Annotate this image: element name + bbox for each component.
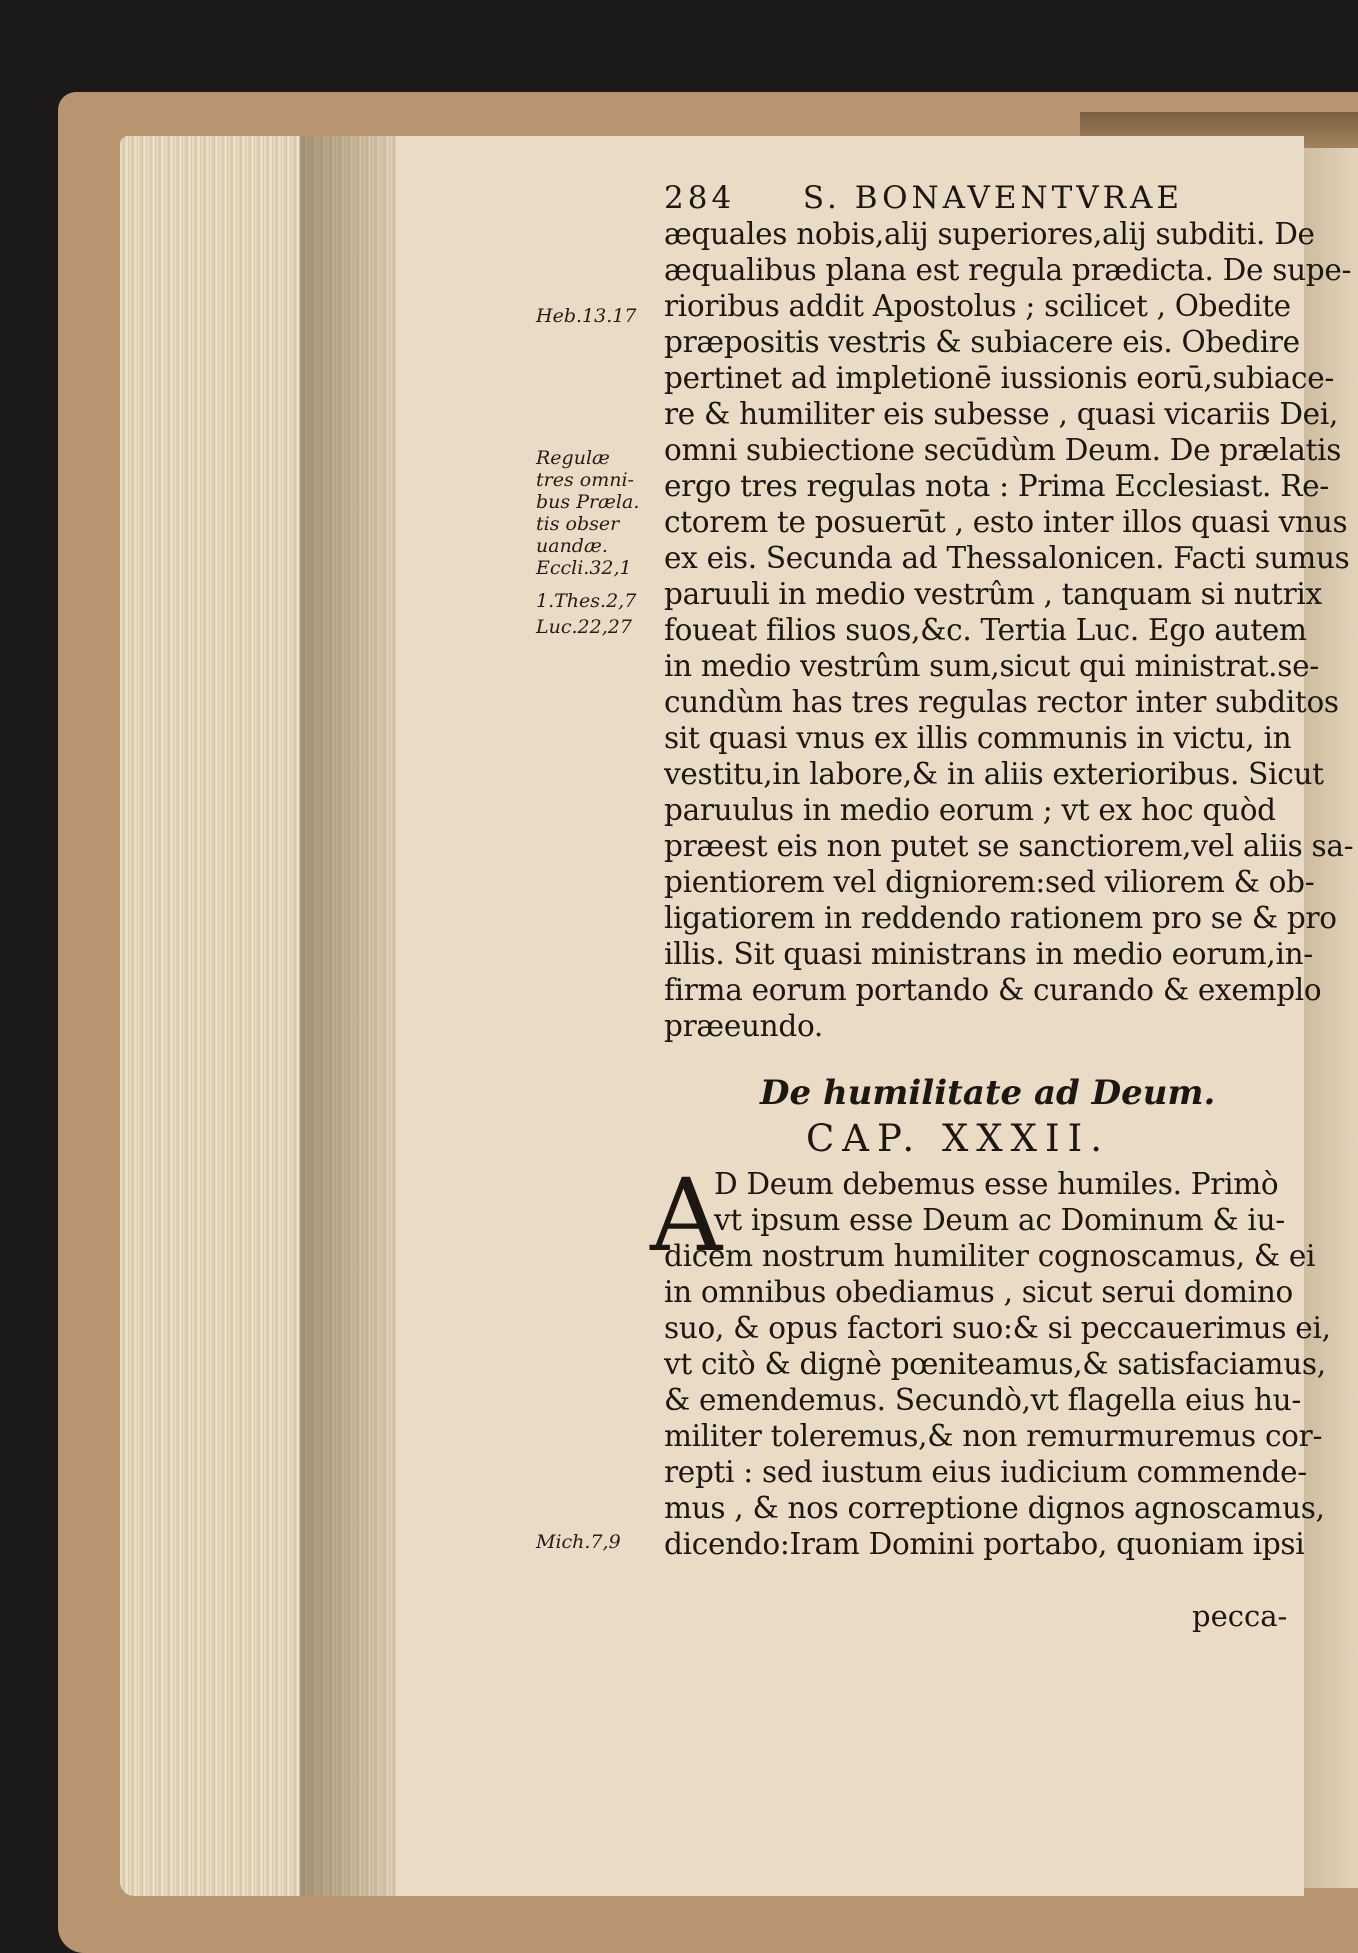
margin-note: 1.Thes.2,7 <box>536 590 637 612</box>
body-line: dicendo:Iram Domini portabo, quoniam ipsi <box>664 1527 1305 1561</box>
margin-note: Eccli.32,1 <box>536 557 632 579</box>
body-line: mus , & nos correptione dignos agnoscamus, <box>664 1491 1325 1525</box>
body-line: ergo tres regulas nota : Prima Ecclesiast. Re- <box>664 469 1329 503</box>
body-line: æquales nobis,alij superiores,alij subditi. De <box>664 217 1315 251</box>
body-line: firma eorum portando & curando & exemplo <box>664 973 1322 1007</box>
chapter-label: CAP. XXXII. <box>806 1117 1110 1160</box>
margin-note: tis obser <box>536 513 620 535</box>
body-line: cundùm has tres regulas rector inter subditos <box>664 685 1339 719</box>
body-line: pertinet ad impletionē iussionis eorū,subiace- <box>664 361 1335 395</box>
section-title: De humilitate ad Deum. <box>760 1073 1216 1113</box>
running-title: S. BONAVENTVRAE <box>802 180 1184 216</box>
margin-note: tres omni- <box>536 469 634 491</box>
body-line: illis. Sit quasi ministrans in medio eorum,in- <box>664 937 1313 971</box>
margin-note: Mich.7,9 <box>536 1531 621 1553</box>
body-line: in omnibus obediamus , sicut serui domino <box>664 1275 1293 1309</box>
body-line: æqualibus plana est regula prædicta. De supe- <box>664 253 1352 287</box>
body-line: vestitu,in labore,& in aliis exterioribus. Sicut <box>664 757 1324 791</box>
gutter-shadow <box>300 136 400 1896</box>
margin-note: Regulæ <box>536 447 610 469</box>
body-line: omni subiectione secūdùm Deum. De prælatis <box>664 433 1342 467</box>
body-line: paruuli in medio vestrûm , tanquam si nutrix <box>664 577 1322 611</box>
body-line: pientiorem vel digniorem:sed viliorem & ob- <box>664 865 1315 899</box>
body-line: & emendemus. Secundò,vt flagella eius hu- <box>664 1383 1302 1417</box>
body-line: paruulus in medio eorum ; vt ex hoc quòd <box>664 793 1276 827</box>
body-line: in medio vestrûm sum,sicut qui ministrat.se- <box>664 649 1319 683</box>
body-line: vt ipsum esse Deum ac Dominum & iu- <box>714 1203 1285 1237</box>
body-line: ctorem te posuerūt , esto inter illos quasi vnus <box>664 505 1348 539</box>
body-line: suo, & opus factori suo:& si peccauerimus ei, <box>664 1311 1331 1345</box>
page-number: 284 <box>664 180 736 216</box>
body-line: militer toleremus,& non remurmuremus cor- <box>664 1419 1323 1453</box>
margin-note: Heb.13.17 <box>536 305 637 327</box>
body-line: dicem nostrum humiliter cognoscamus, & ei <box>664 1239 1316 1273</box>
body-line: sit quasi vnus ex illis communis in victu, in <box>664 721 1292 755</box>
margin-note: Luc.22,27 <box>536 616 632 638</box>
body-line: vt citò & dignè pœniteamus,& satisfaciamus, <box>664 1347 1326 1381</box>
body-line: præpositis vestris & subiacere eis. Obedire <box>664 325 1300 359</box>
body-line: præeundo. <box>664 1009 823 1043</box>
margin-note: uandæ. <box>536 535 608 557</box>
body-line: foueat filios suos,&c. Tertia Luc. Ego autem <box>664 613 1307 647</box>
body-line: præest eis non putet se sanctiorem,vel aliis sa- <box>664 829 1354 863</box>
body-line: re & humiliter eis subesse , quasi vicariis Dei, <box>664 397 1339 431</box>
body-line: rioribus addit Apostolus ; scilicet , Obedite <box>664 289 1291 323</box>
body-line: repti : sed iustum eius iudicium commende- <box>664 1455 1307 1489</box>
catchword: pecca- <box>1192 1599 1288 1633</box>
body-line: D Deum debemus esse humiles. Primò <box>714 1167 1279 1201</box>
margin-note: bus Præla. <box>536 491 640 513</box>
running-head <box>664 180 1183 216</box>
body-line: ligatiorem in reddendo rationem pro se & pro <box>664 901 1337 935</box>
drop-capital: A <box>650 1157 723 1274</box>
body-line: ex eis. Secunda ad Thessalonicen. Facti sumus <box>664 541 1350 575</box>
